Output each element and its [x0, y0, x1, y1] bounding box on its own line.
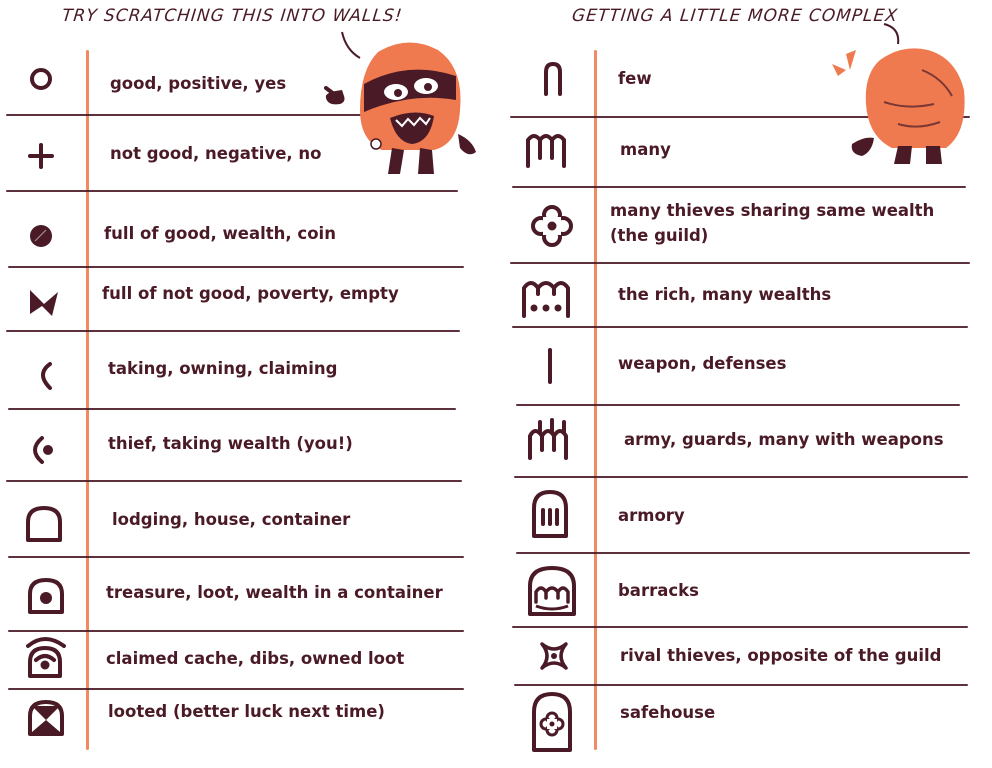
hooded-thief-back-illustration: [828, 40, 980, 170]
row-divider: [6, 190, 458, 192]
right-row-label: barracks: [618, 581, 699, 600]
row-divider: [8, 556, 464, 558]
masked-thief-illustration: [318, 40, 480, 182]
circle-symbol: [26, 64, 56, 94]
row-divider: [512, 626, 968, 628]
safehouse-symbol: [526, 688, 578, 756]
left-row-label: thief, taking wealth (you!): [108, 434, 353, 453]
right-row-label: rival thieves, opposite of the guild: [620, 646, 942, 665]
looted-symbol: [24, 696, 68, 738]
arch-symbol: [22, 502, 66, 544]
right-heading: GETTING A LITTLE MORE COMPLEX: [570, 6, 899, 26]
bowtie-symbol: [24, 282, 64, 322]
row-divider: [8, 408, 456, 410]
right-row-label: armory: [618, 506, 685, 525]
row-divider: [512, 186, 966, 188]
row-divider: [516, 552, 970, 554]
row-divider: [8, 630, 464, 632]
left-row-label: full of good, wealth, coin: [104, 224, 336, 243]
right-row-label: the rich, many wealths: [618, 285, 832, 304]
right-row-label: weapon, defenses: [618, 354, 787, 373]
army-symbol: [522, 414, 578, 462]
left-row-label: full of not good, poverty, empty: [102, 284, 399, 303]
right-row-label: (the guild): [610, 226, 709, 245]
row-divider: [514, 476, 968, 478]
filled-coin-symbol: [26, 221, 56, 251]
guild-flower-symbol: [528, 202, 576, 250]
plus-symbol: [26, 141, 56, 171]
right-row-label: many: [620, 140, 671, 159]
row-divider: [6, 480, 462, 482]
row-divider: [6, 330, 460, 332]
right-row-label: safehouse: [620, 703, 716, 722]
left-row-label: looted (better luck next time): [108, 702, 385, 721]
left-row-label: treasure, loot, wealth in a container: [106, 583, 443, 602]
rival-symbol: [534, 636, 574, 676]
left-row-label: not good, negative, no: [110, 144, 322, 163]
crescent-dot-symbol: [26, 432, 62, 468]
few-symbol: [538, 60, 568, 98]
row-divider: [516, 404, 960, 406]
row-divider: [512, 326, 968, 328]
right-row-label: many thieves sharing same wealth: [610, 201, 935, 220]
left-column-divider: [86, 50, 89, 750]
right-row-label: few: [618, 69, 652, 88]
row-divider: [510, 262, 970, 264]
right-column-divider: [594, 50, 597, 750]
arch-dot-symbol: [24, 574, 68, 616]
right-row-label: army, guards, many with weapons: [624, 430, 944, 449]
arch-claim-symbol: [22, 634, 68, 682]
row-divider: [8, 266, 464, 268]
many-symbol: [522, 128, 570, 170]
left-heading: TRY SCRATCHING THIS INTO WALLS!: [60, 6, 404, 26]
left-row-label: claimed cache, dibs, owned loot: [106, 649, 405, 668]
left-row-label: taking, owning, claiming: [108, 359, 338, 378]
barracks-symbol: [524, 562, 580, 620]
row-divider: [514, 684, 968, 686]
weapon-symbol: [538, 346, 562, 386]
row-divider: [8, 688, 464, 690]
armory-symbol: [526, 486, 574, 542]
left-row-label: good, positive, yes: [110, 74, 287, 93]
crescent-symbol: [30, 358, 60, 394]
left-row-label: lodging, house, container: [112, 510, 351, 529]
rich-symbol: [518, 274, 574, 320]
